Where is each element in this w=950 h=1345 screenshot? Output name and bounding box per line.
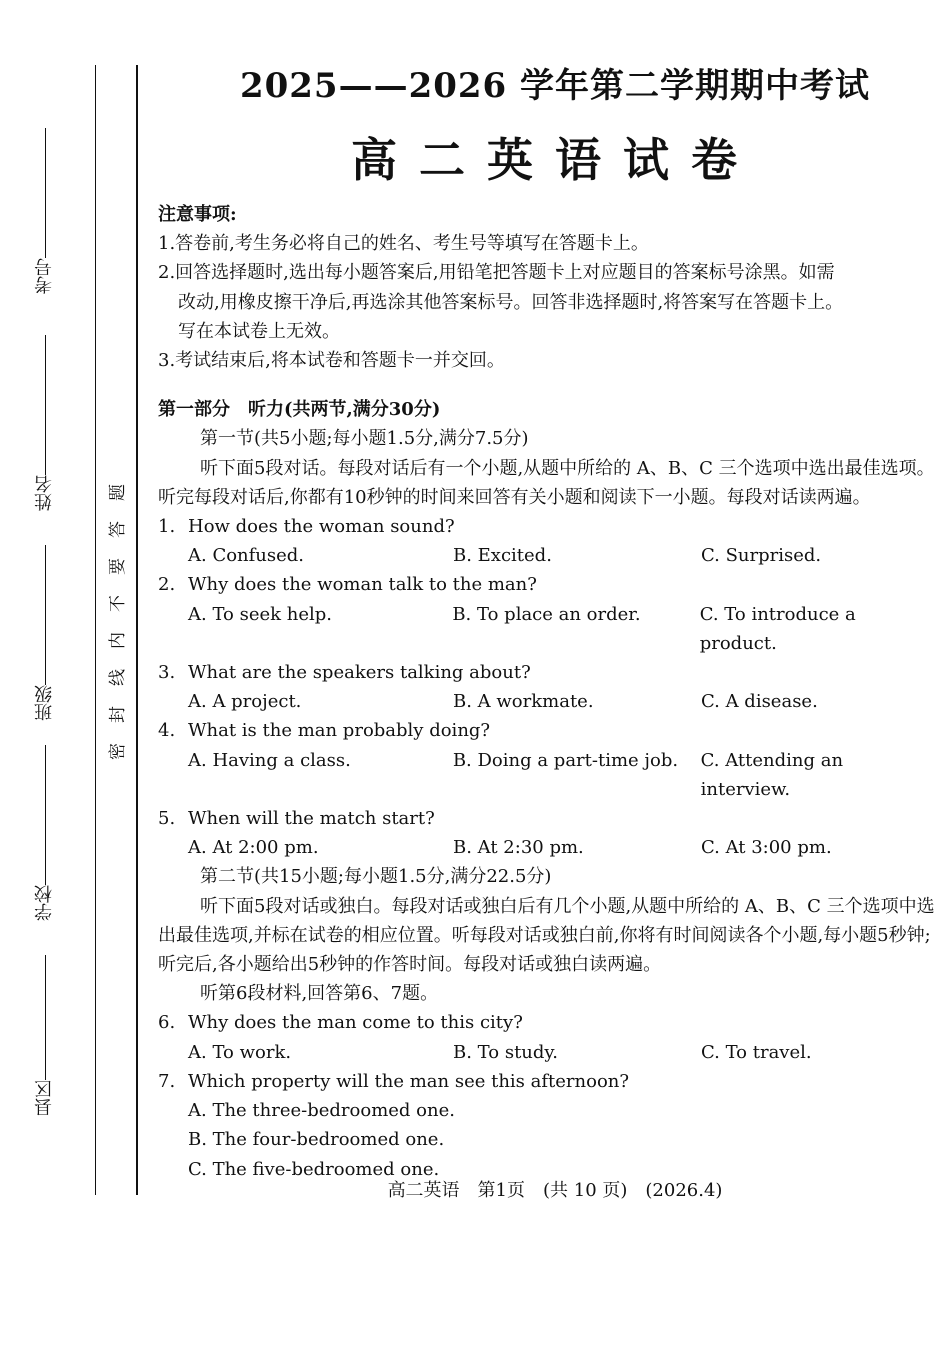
- field-exam-number: [30, 128, 60, 294]
- question-3: [158, 658, 938, 716]
- field-class: [30, 545, 60, 721]
- paper-title: 高二英语试卷: [351, 133, 759, 187]
- option-a: A. Having a class.: [188, 749, 351, 771]
- option-b: B. The four-bedroomed one.: [188, 1129, 445, 1151]
- seal-line-text: [100, 480, 130, 764]
- notice-item-2-line2: 改动,用橡皮擦干净后,再选涂其他答案标号。回答非选择题时,将答案写在答题卡上。: [178, 291, 844, 313]
- question-number: 7.: [158, 1070, 176, 1092]
- notice-item-3: 3.考试结束后,将本试卷和答题卡一并交回。: [158, 350, 505, 372]
- page-footer: 高二英语 第1页 (共 10 页) (2026.4): [387, 1180, 723, 1201]
- option-c: C. To travel.: [701, 1041, 812, 1063]
- option-b: B. A workmate.: [453, 691, 594, 713]
- option-a: A. To work.: [188, 1041, 292, 1063]
- field-name: [30, 335, 60, 511]
- question-4: [158, 716, 938, 804]
- option-b: B. At 2:30 pm.: [453, 837, 584, 859]
- question-number: 4.: [158, 720, 176, 742]
- option-a: A. Confused.: [188, 545, 305, 567]
- question-text: What are the speakers talking about?: [188, 662, 531, 684]
- notice-item-2-line3: 写在本试卷上无效。: [178, 320, 340, 342]
- field-label-name: 姓名: [34, 475, 55, 511]
- field-county: [30, 955, 60, 1116]
- option-a: A. To seek help.: [188, 603, 333, 625]
- option-b: B. Doing a part-time job.: [452, 749, 679, 771]
- option-c: C. To introduce a product.: [699, 603, 856, 654]
- field-underline: [45, 545, 46, 685]
- question-text: Why does the woman talk to the man?: [188, 574, 537, 596]
- seal-char: 题: [107, 484, 128, 501]
- question-6: [158, 1008, 938, 1066]
- field-underline: [45, 335, 46, 475]
- field-label-class: 班级: [34, 685, 55, 721]
- seal-char: 要: [107, 558, 128, 575]
- option-a: A. The three-bedroomed one.: [188, 1100, 455, 1122]
- option-b: B. To study.: [453, 1041, 558, 1063]
- section2-heading: 第二节(共15小题;每小题1.5分,满分22.5分): [200, 866, 552, 888]
- question-number: 3.: [158, 662, 176, 684]
- section1-heading: 第一节(共5小题;每小题1.5分,满分7.5分): [200, 428, 529, 450]
- seal-char: 线: [107, 669, 128, 686]
- seal-char: 密: [107, 743, 128, 760]
- exam-title: 2025——2026 学年第二学期期中考试: [239, 66, 871, 106]
- question-text: How does the woman sound?: [188, 516, 455, 538]
- notice-item-2-line1: 2.回答选择题时,选出每小题答案后,用铅笔把答题卡上对应题目的答案标号涂黑。如需: [158, 262, 835, 284]
- spacer: [158, 375, 938, 395]
- question-2: [158, 570, 938, 658]
- seal-char: 答: [107, 521, 128, 538]
- material-6-instruction: 听第6段材料,回答第6、7题。: [200, 983, 439, 1005]
- option-c: C. The five-bedroomed one.: [188, 1158, 440, 1180]
- question-text: Why does the man come to this city?: [188, 1012, 523, 1034]
- option-c: C. At 3:00 pm.: [701, 837, 832, 859]
- option-c: C. Attending an interview.: [700, 749, 844, 800]
- field-label-county: 县区: [34, 1080, 55, 1116]
- option-c: C. A disease.: [701, 691, 818, 713]
- binding-line-inner: [136, 65, 138, 1195]
- question-number: 6.: [158, 1012, 176, 1034]
- option-b: B. To place an order.: [452, 603, 641, 625]
- option-a: A. A project.: [188, 691, 302, 713]
- question-1: [158, 512, 938, 570]
- question-text: What is the man probably doing?: [188, 720, 491, 742]
- seal-char: 不: [107, 595, 128, 612]
- seal-char: 内: [107, 632, 128, 649]
- binding-line-outer: [95, 65, 96, 1195]
- question-number: 1.: [158, 516, 176, 538]
- option-a: A. At 2:00 pm.: [188, 837, 319, 859]
- question-number: 2.: [158, 574, 176, 596]
- field-underline: [45, 745, 46, 885]
- question-7: [158, 1067, 938, 1184]
- notice-heading: 注意事项:: [158, 204, 237, 225]
- question-number: 5.: [158, 808, 176, 830]
- exam-content: [158, 200, 938, 1184]
- field-school: [30, 745, 60, 921]
- question-5: [158, 804, 938, 862]
- field-label-school: 学校: [34, 885, 55, 921]
- option-b: B. Excited.: [453, 545, 552, 567]
- field-label-exam-number: 考号: [34, 258, 55, 294]
- option-c: C. Surprised.: [701, 545, 822, 567]
- notice-item-1: 1.答卷前,考生务必将自己的姓名、考生号等填写在答题卡上。: [158, 233, 649, 255]
- question-text: When will the match start?: [188, 808, 435, 830]
- question-text: Which property will the man see this afternoon?: [188, 1070, 630, 1092]
- part1-heading: 第一部分 听力(共两节,满分30分): [158, 399, 441, 421]
- section2-intro: 听下面5段对话或独白。每段对话或独白后有几个小题,从题中所给的 A、B、C 三个选项中选出最佳选项,并标在试卷的相应位置。听每段对话或独白前,你将有时间阅读各个小题,每小题5秒钟;听完后,各小题给出5秒钟的作答时间。每段对话或独白读两遍。: [158, 895, 935, 976]
- seal-char: 封: [107, 706, 128, 723]
- field-underline: [45, 128, 46, 258]
- section1-intro: 听下面5段对话。每段对话后有一个小题,从题中所给的 A、B、C 三个选项中选出最佳选项。听完每段对话后,你都有10秒钟的时间来回答有关小题和阅读下一小题。每段对话读两遍。: [158, 457, 935, 508]
- field-underline: [45, 955, 46, 1080]
